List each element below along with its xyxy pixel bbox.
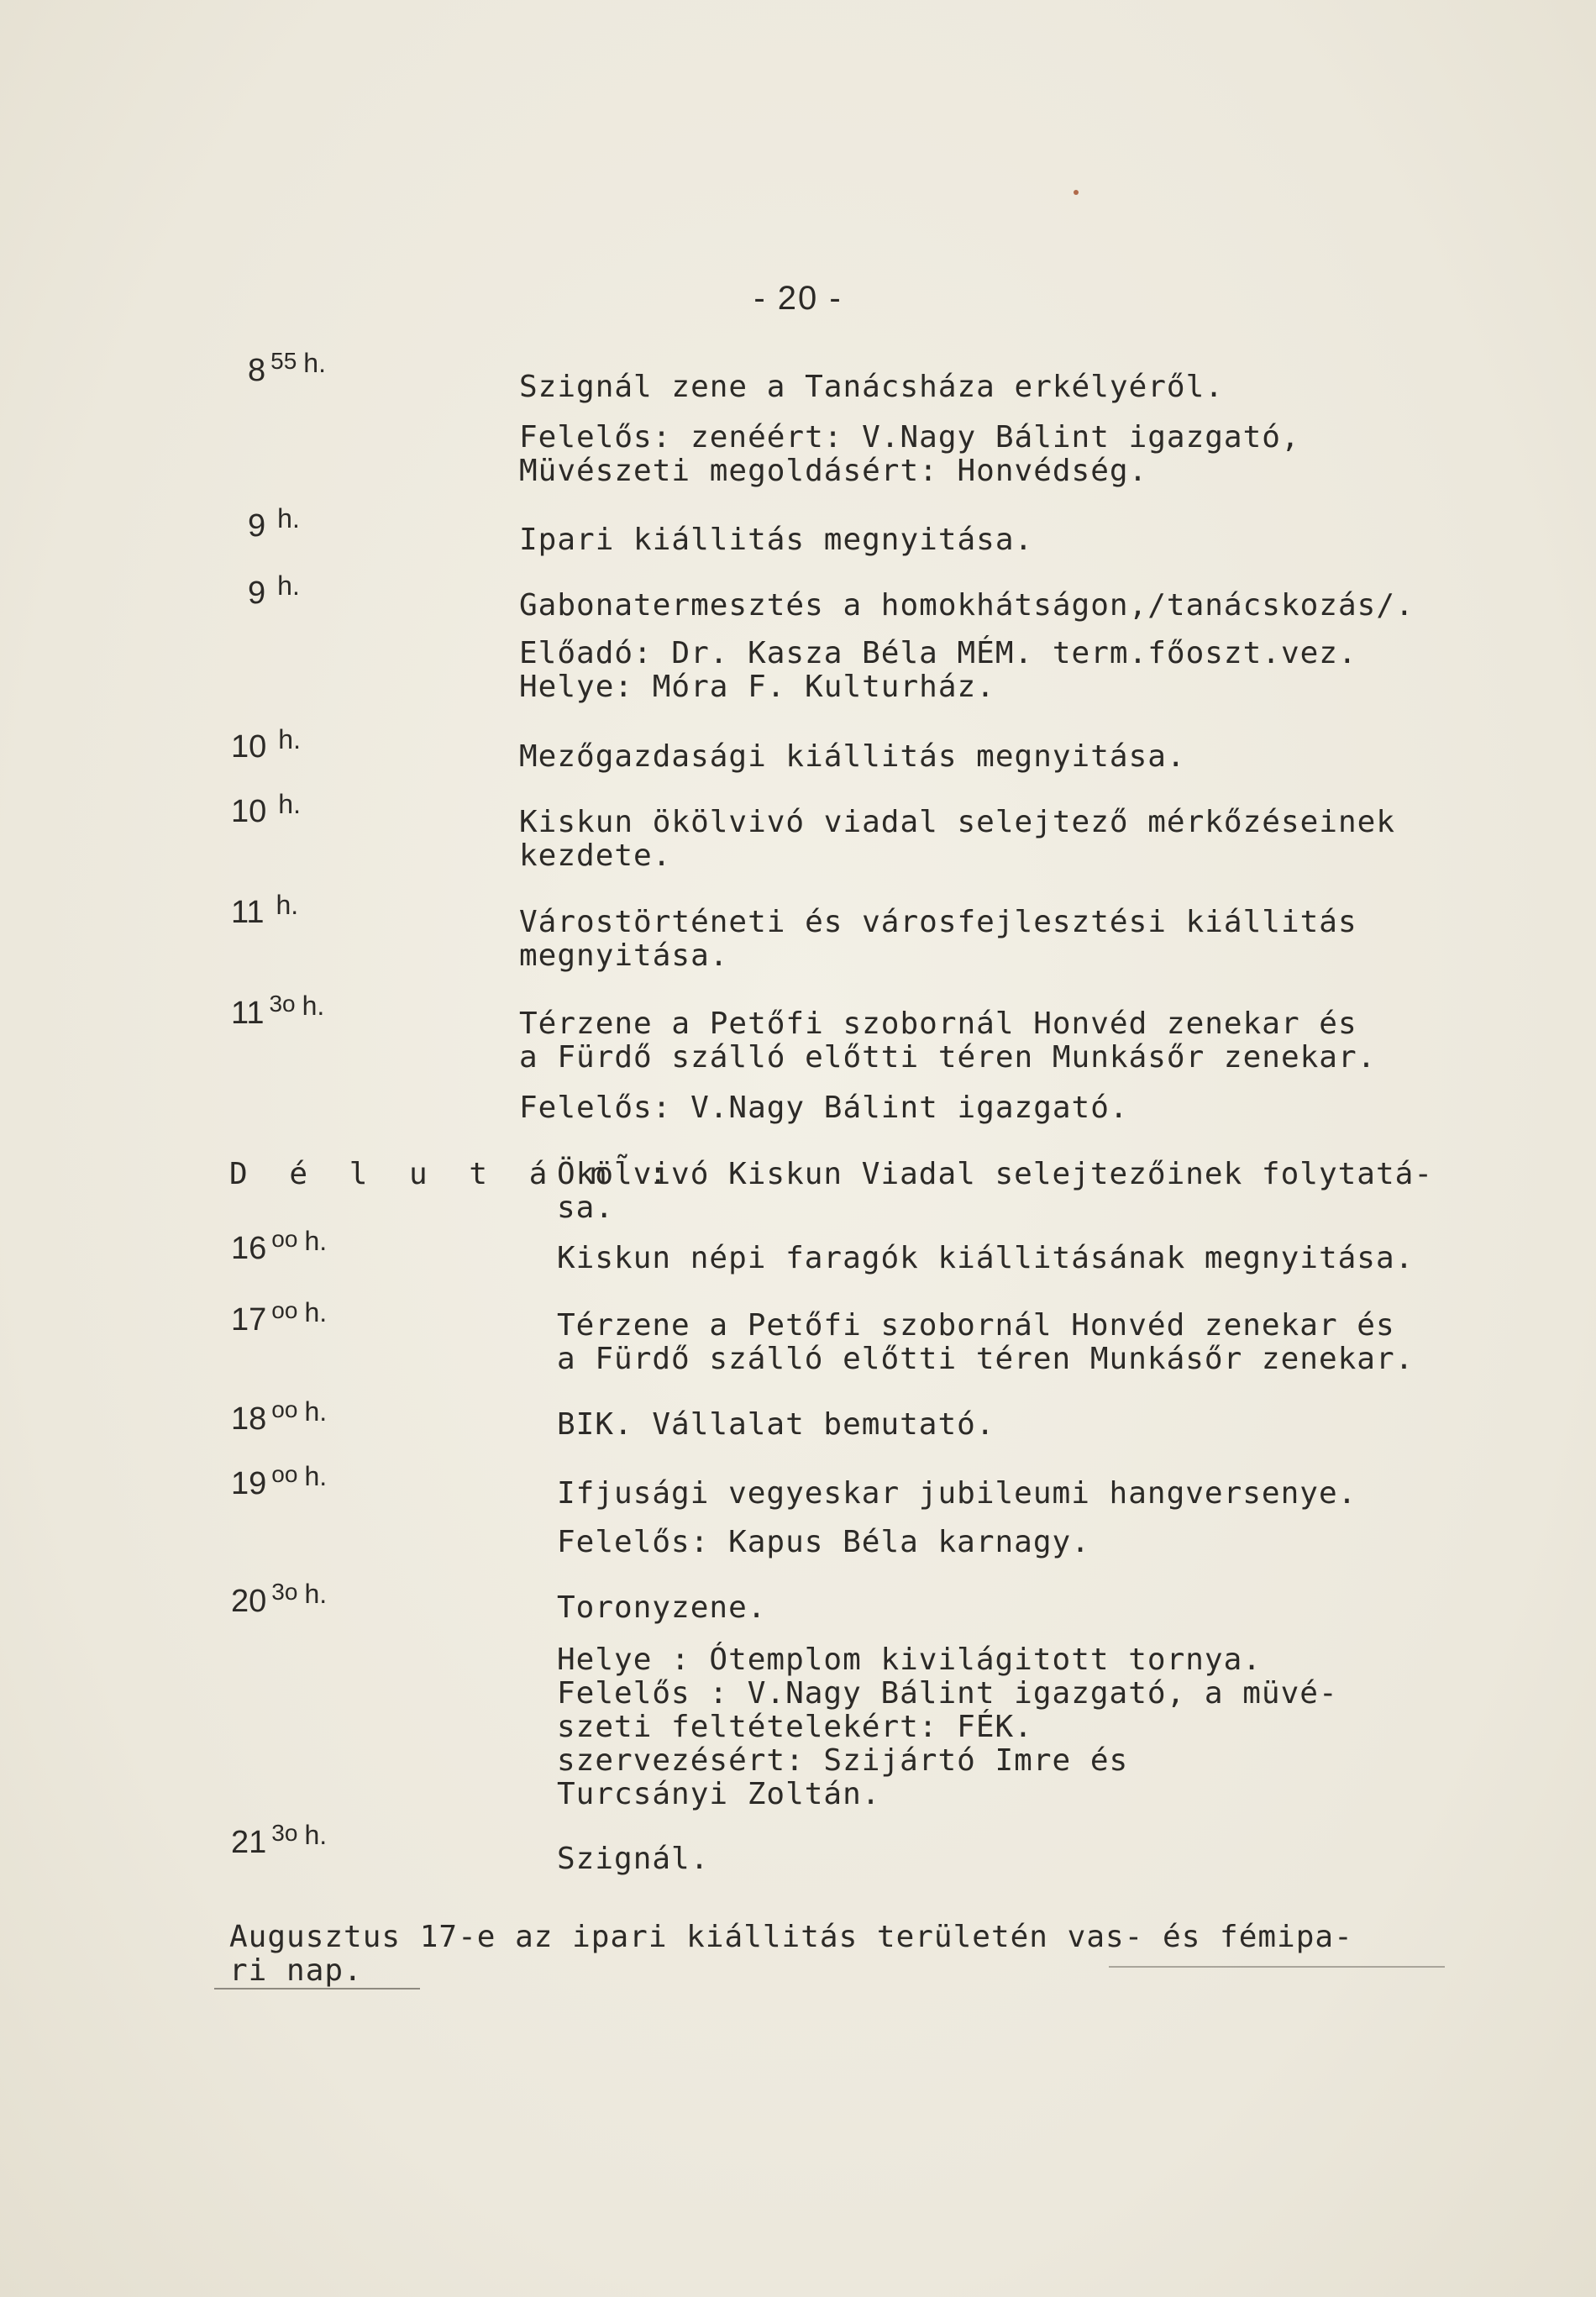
event-text: Kiskun népi faragók kiállitásának megnyitása. bbox=[557, 1241, 1415, 1275]
time-10b: 10 $^{h.}$ bbox=[231, 789, 301, 829]
event-text: Szignál. bbox=[557, 1842, 710, 1876]
time-9: 9 $^{h.}$ bbox=[248, 503, 300, 544]
event-text: Szignál zene a Tanácsháza erkélyéről. bbox=[519, 370, 1224, 404]
time-16: 16 $^{oo}$ $^{h.}$ bbox=[231, 1226, 328, 1266]
event-text: megnyitása. bbox=[519, 938, 729, 973]
event-text: Felelős: Kapus Béla karnagy. bbox=[557, 1525, 1090, 1559]
event-text: BIK. Vállalat bemutató. bbox=[557, 1407, 995, 1442]
event-text: a Fürdő szálló előtti téren Munkásőr zenekar. bbox=[519, 1040, 1377, 1075]
afternoon-label: D é l u t á n : bbox=[229, 1157, 680, 1191]
event-text: Felelős: zenéért: V.Nagy Bálint igazgató, bbox=[519, 420, 1300, 455]
event-text: Mezőgazdasági kiállitás megnyitása. bbox=[519, 739, 1186, 774]
time-17: 17 $^{oo}$ $^{h.}$ bbox=[231, 1297, 328, 1338]
time-21-30: 21 $^{3o}$ $^{h.}$ bbox=[231, 1820, 328, 1860]
event-text: Helye : Ótemplom kivilágitott tornya. bbox=[557, 1643, 1262, 1677]
time-8-55: 8 $^{55}$ $^{h.}$ bbox=[248, 348, 326, 388]
event-text: Felelős: V.Nagy Bálint igazgató. bbox=[519, 1091, 1129, 1125]
event-text: Felelős : V.Nagy Bálint igazgató, a müvé- bbox=[557, 1676, 1338, 1711]
underline-mark bbox=[1109, 1966, 1445, 1968]
time-9b: 9 $^{h.}$ bbox=[248, 570, 300, 611]
event-text: a Fürdő szálló előtti téren Munkásőr zenekar. bbox=[557, 1342, 1415, 1376]
event-text: szervezésért: Szijártó Imre és bbox=[557, 1743, 1129, 1778]
time-11-30: 11 $^{3o}$ $^{h.}$ bbox=[231, 991, 325, 1031]
underline-mark bbox=[214, 1988, 420, 1990]
event-text: sa. bbox=[557, 1191, 615, 1225]
page-number: - 20 - bbox=[753, 280, 843, 317]
time-18: 18 $^{oo}$ $^{h.}$ bbox=[231, 1396, 328, 1437]
event-text: Helye: Móra F. Kulturház. bbox=[519, 670, 995, 704]
time-10: 10 $^{h.}$ bbox=[231, 724, 301, 765]
event-text: Ököl̃vivó Kiskun Viadal selejtezőinek folytatá- bbox=[557, 1157, 1433, 1191]
event-text: Térzene a Petőfi szobornál Honvéd zenekar és bbox=[557, 1308, 1395, 1343]
event-text: kezdete. bbox=[519, 838, 672, 873]
event-text: Gabonatermesztés a homokhátságon,/tanácskozás/. bbox=[519, 588, 1415, 623]
time-19: 19 $^{oo}$ $^{h.}$ bbox=[231, 1461, 328, 1501]
event-text: Ipari kiállitás megnyitása. bbox=[519, 523, 1034, 557]
event-text: Turcsányi Zoltán. bbox=[557, 1777, 881, 1811]
event-text: Előadó: Dr. Kasza Béla MÉM. term.főoszt.vez. bbox=[519, 636, 1357, 670]
event-text: Toronyzene. bbox=[557, 1590, 767, 1625]
event-text: Ifjusági vegyeskar jubileumi hangversenye. bbox=[557, 1476, 1357, 1511]
event-text: Müvészeti megoldásért: Honvédség. bbox=[519, 454, 1148, 488]
time-20-30: 20 $^{3o}$ $^{h.}$ bbox=[231, 1579, 328, 1619]
event-text: Térzene a Petőfi szobornál Honvéd zenekar és bbox=[519, 1007, 1357, 1041]
event-text: Kiskun ökölvivó viadal selejtező mérkőzéseinek bbox=[519, 805, 1395, 839]
footer-line: ri nap. bbox=[229, 1953, 363, 1988]
time-11: 11 $^{h.}$ bbox=[231, 890, 299, 930]
paper-speck bbox=[1074, 190, 1079, 195]
footer-line: Augusztus 17-e az ipari kiállitás területén vas- és fémipa- bbox=[229, 1920, 1353, 1954]
event-text: Várostörténeti és városfejlesztési kiállitás bbox=[519, 905, 1357, 939]
event-text: szeti feltételekért: FÉK. bbox=[557, 1710, 1033, 1744]
